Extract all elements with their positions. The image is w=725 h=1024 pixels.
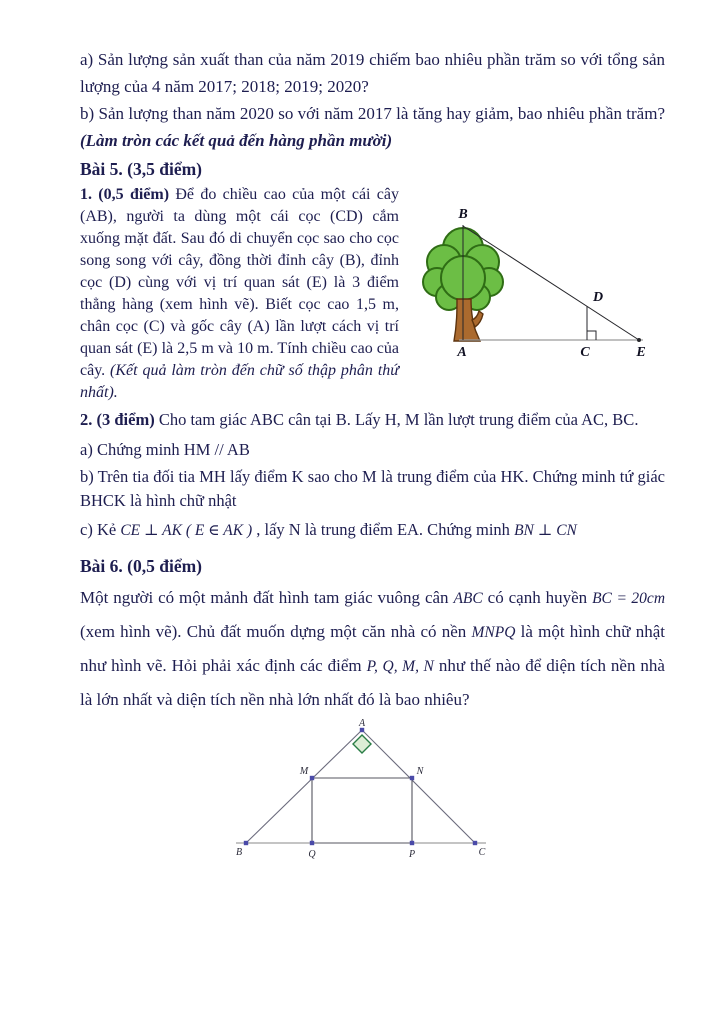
bai6-seg3: (xem hình vẽ). Chủ đất muốn dựng một căn nhà có nền (80, 621, 472, 641)
rounding-note: (Làm tròn các kết quả đến hàng phần mười) (80, 131, 393, 150)
land-diagram-svg (232, 718, 502, 868)
problem1-number: 1. (0,5 điểm) (80, 186, 170, 203)
bai6-math-abc: ABC (453, 589, 483, 607)
item-c-prefix: c) Kẻ (80, 520, 121, 539)
side-ab (246, 730, 362, 843)
tree-figure (413, 200, 665, 373)
side-ac (362, 730, 475, 843)
fig2-label-a: A (358, 717, 366, 729)
bai5-heading: Bài 5. (3,5 điểm) (80, 159, 203, 179)
item-c-formula-2: BN ⊥ CN (514, 522, 577, 539)
problem1-rounding-note: (Kết quả làm tròn đến chữ số thập phân thứ nhất). (80, 362, 399, 401)
fig2-label-q: Q (308, 848, 316, 860)
bai6-body (80, 581, 665, 716)
bai6-seg2: có cạnh huyền (482, 587, 593, 607)
point-q (310, 840, 314, 844)
fig1-label-b: B (458, 207, 468, 222)
problem2-item-b: b) Trên tia đối tia MH lấy điểm K sao cho M là trung điểm của HK. Chứng minh tứ giác BHCK là hình chữ nhật (80, 467, 665, 510)
fig2-label-m: M (299, 765, 309, 777)
fig2-label-p: P (408, 848, 416, 860)
problem1-section (80, 184, 665, 404)
fig2-label-c: C (478, 846, 486, 858)
problem2-item-c (80, 518, 665, 543)
right-angle-marker (587, 331, 596, 340)
item-c-formula-1: CE ⊥ AK ( E ∈ AK ) (120, 522, 253, 539)
observer-point (637, 338, 641, 342)
problem2-item-a: a) Chứng minh HM // AB (80, 439, 250, 459)
fig1-label-e: E (636, 345, 646, 360)
point-m (310, 775, 314, 779)
bai6-seg1: Một người có một mảnh đất hình tam giác vuông cân (80, 587, 454, 607)
bai6-math-bc: BC = 20cm (592, 589, 666, 607)
fig1-label-a: A (457, 345, 467, 360)
fig1-label-d: D (593, 290, 604, 305)
point-c (473, 840, 477, 844)
question-4a: a) Sản lượng sản xuất than của năm 2019 chiếm bao nhiêu phần trăm so với tổng sản lượng của 4 năm 2017; 2018; 2019; 2020? (80, 50, 665, 96)
tree-diagram-svg (413, 200, 665, 368)
bai6-seg5: như thế nào để diện tích nền nhà là lớn nhất và diện tích nền nhà lớn nhất đó là bao nhiêu? (80, 655, 665, 709)
problem1-body: Để đo chiều cao của một cái cây (AB), người ta dùng một cái cọc (CD) cắm xuống mặt đất. Sau đó di chuyển cọc sao cho cọc song song với cây, đồng thời đỉnh cây (B), đỉnh cọc (D) cùng với vị trí quan sát (E) là 3 điểm thẳng hàng (xem hình vẽ). Biết cọc cao 1,5 m, chân cọc (C) và gốc cây (A) lần lượt cách vị trí quan sát (E) là 2,5 m và 10 m. Tính chiều cao của cây. (80, 186, 400, 379)
problem2-number: 2. (3 điểm) (80, 410, 155, 429)
problem2-intro (80, 408, 665, 432)
item-c-mid: , lấy N là trung điểm EA. Chứng minh (252, 520, 515, 539)
rectangle-mnpq (312, 778, 412, 843)
fig2-label-n: N (416, 765, 424, 777)
bai6-seg4: là một hình chữ nhật như hình vẽ. Hỏi phải xác định các điểm (80, 621, 665, 675)
question-4b-text: b) Sản lượng than năm 2020 so với năm 2017 là tăng hay giảm, bao nhiêu phần trăm? (80, 104, 665, 123)
problem2-body: Cho tam giác ABC cân tại B. Lấy H, M lần lượt trung điểm của AC, BC. (154, 410, 639, 429)
fig1-label-c: C (580, 345, 590, 360)
land-figure (232, 718, 502, 873)
point-b (244, 840, 248, 844)
question-4b (80, 100, 665, 154)
problem1-text (80, 184, 399, 404)
fig2-label-b: B (235, 846, 243, 858)
bai6-heading: Bài 6. (0,5 điểm) (80, 555, 203, 576)
apex-right-angle-marker (353, 735, 371, 753)
bai6-math-mnpq: MNPQ (471, 623, 516, 641)
bai6-math-pqmn: P, Q, M, N (366, 657, 434, 675)
point-p (410, 840, 414, 844)
point-n (410, 775, 414, 779)
